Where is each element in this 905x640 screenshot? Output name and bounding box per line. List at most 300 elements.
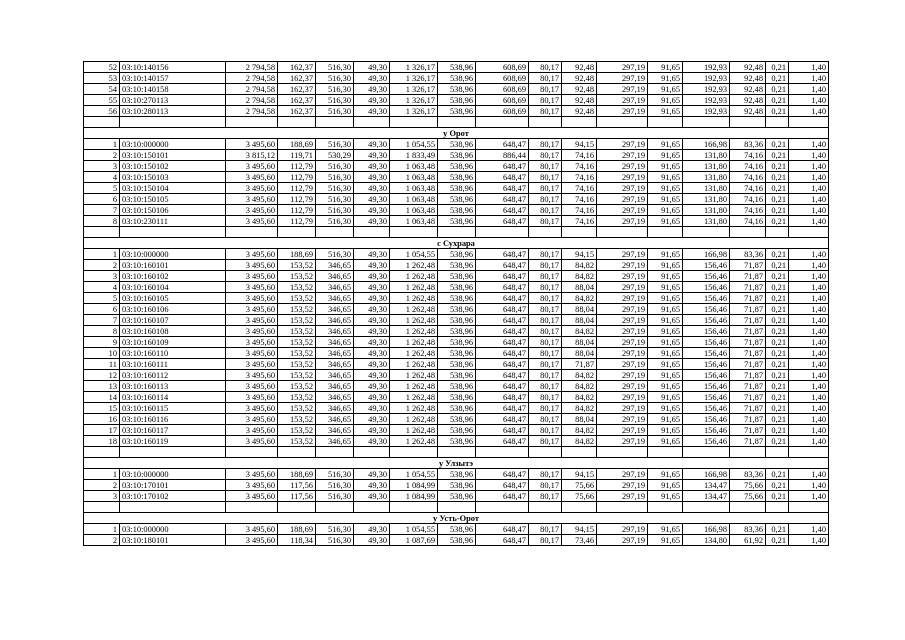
empty-cell: [648, 447, 683, 458]
value-cell: 49,30: [354, 249, 390, 260]
value-cell: 92,48: [730, 95, 766, 106]
table-row: [84, 480, 829, 491]
value-cell: 80,17: [529, 73, 562, 84]
empty-cell: [438, 502, 476, 513]
value-cell: 297,19: [597, 95, 648, 106]
empty-cell: [226, 227, 278, 238]
value-cell: 91,65: [648, 194, 683, 205]
value-cell: 74,16: [730, 205, 766, 216]
value-cell: 516,30: [316, 205, 354, 216]
value-cell: 346,65: [316, 337, 354, 348]
value-cell: 80,17: [529, 150, 562, 161]
value-cell: 1,40: [789, 271, 829, 282]
value-cell: 538,96: [438, 535, 476, 546]
section-header-row: [84, 128, 829, 139]
value-cell: 1 326,17: [390, 73, 438, 84]
value-cell: 0,21: [766, 95, 789, 106]
row-number-cell: 1: [84, 524, 120, 535]
value-cell: 3 495,60: [226, 293, 278, 304]
value-cell: 1,40: [789, 414, 829, 425]
value-cell: 75,66: [562, 480, 597, 491]
value-cell: 112,79: [278, 194, 316, 205]
value-cell: 112,79: [278, 183, 316, 194]
value-cell: 192,93: [683, 106, 730, 117]
value-cell: 91,65: [648, 95, 683, 106]
value-cell: 91,65: [648, 326, 683, 337]
value-cell: 80,17: [529, 392, 562, 403]
value-cell: 80,17: [529, 436, 562, 447]
table-row: [84, 172, 829, 183]
empty-cell: [390, 502, 438, 513]
value-cell: 1 084,99: [390, 491, 438, 502]
value-cell: 346,65: [316, 282, 354, 293]
value-cell: 74,16: [730, 150, 766, 161]
empty-cell: [316, 227, 354, 238]
value-cell: 156,46: [683, 381, 730, 392]
empty-cell: [730, 117, 766, 128]
value-cell: 648,47: [476, 161, 529, 172]
row-number-cell: 16: [84, 414, 120, 425]
value-cell: 91,65: [648, 84, 683, 95]
value-cell: 538,96: [438, 150, 476, 161]
value-cell: 80,17: [529, 271, 562, 282]
value-cell: 1 262,48: [390, 337, 438, 348]
value-cell: 538,96: [438, 194, 476, 205]
value-cell: 0,21: [766, 403, 789, 414]
value-cell: 192,93: [683, 84, 730, 95]
value-cell: 297,19: [597, 480, 648, 491]
empty-cell: [529, 227, 562, 238]
value-cell: 84,82: [562, 326, 597, 337]
value-cell: 297,19: [597, 524, 648, 535]
value-cell: 1 262,48: [390, 381, 438, 392]
table-row: [84, 139, 829, 150]
empty-cell: [562, 227, 597, 238]
value-cell: 0,21: [766, 304, 789, 315]
empty-cell: [354, 447, 390, 458]
cadastral-code-cell: 03:10:140156: [120, 62, 226, 73]
empty-cell: [766, 447, 789, 458]
value-cell: 112,79: [278, 216, 316, 227]
empty-cell: [438, 227, 476, 238]
row-number-cell: 11: [84, 359, 120, 370]
value-cell: 3 495,60: [226, 469, 278, 480]
value-cell: 297,19: [597, 150, 648, 161]
value-cell: 297,19: [597, 260, 648, 271]
value-cell: 2 794,58: [226, 73, 278, 84]
value-cell: 648,47: [476, 414, 529, 425]
cadastral-code-cell: 03:10:000000: [120, 249, 226, 260]
value-cell: 153,52: [278, 425, 316, 436]
value-cell: 91,65: [648, 62, 683, 73]
value-cell: 648,47: [476, 348, 529, 359]
value-cell: 3 495,60: [226, 425, 278, 436]
value-cell: 71,87: [730, 392, 766, 403]
value-cell: 153,52: [278, 414, 316, 425]
value-cell: 3 495,60: [226, 139, 278, 150]
table-row: [84, 304, 829, 315]
value-cell: 1 262,48: [390, 436, 438, 447]
value-cell: 91,65: [648, 73, 683, 84]
empty-cell: [390, 117, 438, 128]
value-cell: 1 262,48: [390, 414, 438, 425]
value-cell: 112,79: [278, 205, 316, 216]
value-cell: 74,16: [730, 183, 766, 194]
value-cell: 648,47: [476, 337, 529, 348]
value-cell: 49,30: [354, 414, 390, 425]
value-cell: 92,48: [730, 106, 766, 117]
value-cell: 538,96: [438, 469, 476, 480]
cadastral-code-cell: 03:10:000000: [120, 469, 226, 480]
empty-cell: [766, 117, 789, 128]
value-cell: 84,82: [562, 293, 597, 304]
section-title: с Сухрара: [84, 238, 829, 249]
value-cell: 538,96: [438, 315, 476, 326]
table-row: [84, 535, 829, 546]
value-cell: 648,47: [476, 436, 529, 447]
value-cell: 83,36: [730, 469, 766, 480]
value-cell: 3 495,60: [226, 337, 278, 348]
value-cell: 538,96: [438, 348, 476, 359]
document-page: [83, 61, 828, 546]
empty-cell: [278, 227, 316, 238]
value-cell: 1,40: [789, 216, 829, 227]
value-cell: 0,21: [766, 293, 789, 304]
value-cell: 84,82: [562, 271, 597, 282]
value-cell: 92,48: [730, 73, 766, 84]
value-cell: 1,40: [789, 293, 829, 304]
value-cell: 162,37: [278, 84, 316, 95]
value-cell: 153,52: [278, 282, 316, 293]
value-cell: 131,80: [683, 216, 730, 227]
value-cell: 80,17: [529, 161, 562, 172]
value-cell: 608,69: [476, 106, 529, 117]
value-cell: 297,19: [597, 304, 648, 315]
value-cell: 1,40: [789, 73, 829, 84]
value-cell: 49,30: [354, 95, 390, 106]
value-cell: 1,40: [789, 480, 829, 491]
value-cell: 80,17: [529, 205, 562, 216]
cadastral-code-cell: 03:10:160117: [120, 425, 226, 436]
value-cell: 1,40: [789, 161, 829, 172]
value-cell: 648,47: [476, 172, 529, 183]
empty-cell: [84, 447, 120, 458]
empty-cell: [648, 117, 683, 128]
table-row: [84, 249, 829, 260]
value-cell: 346,65: [316, 359, 354, 370]
value-cell: 0,21: [766, 183, 789, 194]
value-cell: 530,29: [316, 150, 354, 161]
value-cell: 516,30: [316, 172, 354, 183]
value-cell: 0,21: [766, 535, 789, 546]
value-cell: 516,30: [316, 469, 354, 480]
value-cell: 74,16: [730, 172, 766, 183]
empty-cell: [683, 117, 730, 128]
value-cell: 1,40: [789, 205, 829, 216]
value-cell: 91,65: [648, 436, 683, 447]
table-row: [84, 337, 829, 348]
cadastral-code-cell: 03:10:160109: [120, 337, 226, 348]
empty-cell: [120, 227, 226, 238]
value-cell: 1,40: [789, 392, 829, 403]
row-number-cell: 5: [84, 183, 120, 194]
value-cell: 3 495,60: [226, 172, 278, 183]
value-cell: 516,30: [316, 161, 354, 172]
value-cell: 297,19: [597, 348, 648, 359]
value-cell: 71,87: [730, 293, 766, 304]
table-row: [84, 392, 829, 403]
empty-cell: [562, 502, 597, 513]
value-cell: 84,82: [562, 425, 597, 436]
table-row: [84, 95, 829, 106]
value-cell: 297,19: [597, 315, 648, 326]
value-cell: 49,30: [354, 161, 390, 172]
value-cell: 0,21: [766, 282, 789, 293]
value-cell: 156,46: [683, 271, 730, 282]
value-cell: 608,69: [476, 73, 529, 84]
value-cell: 516,30: [316, 480, 354, 491]
value-cell: 648,47: [476, 260, 529, 271]
value-cell: 0,21: [766, 73, 789, 84]
cadastral-code-cell: 03:10:140157: [120, 73, 226, 84]
row-number-cell: 7: [84, 205, 120, 216]
cadastral-code-cell: 03:10:160119: [120, 436, 226, 447]
value-cell: 297,19: [597, 293, 648, 304]
value-cell: 80,17: [529, 139, 562, 150]
value-cell: 49,30: [354, 348, 390, 359]
value-cell: 49,30: [354, 194, 390, 205]
value-cell: 94,15: [562, 524, 597, 535]
empty-cell: [730, 447, 766, 458]
value-cell: 91,65: [648, 535, 683, 546]
section-header-row: [84, 238, 829, 249]
tariff-table: [83, 61, 829, 546]
value-cell: 0,21: [766, 150, 789, 161]
table-row: [84, 370, 829, 381]
value-cell: 297,19: [597, 73, 648, 84]
value-cell: 71,87: [730, 260, 766, 271]
row-number-cell: 56: [84, 106, 120, 117]
value-cell: 49,30: [354, 205, 390, 216]
section-title: у Усть-Орот: [84, 513, 829, 524]
value-cell: 538,96: [438, 249, 476, 260]
row-number-cell: 10: [84, 348, 120, 359]
empty-cell: [278, 502, 316, 513]
section-header-row: [84, 513, 829, 524]
value-cell: 346,65: [316, 425, 354, 436]
value-cell: 297,19: [597, 249, 648, 260]
value-cell: 1,40: [789, 403, 829, 414]
row-number-cell: 2: [84, 260, 120, 271]
value-cell: 71,87: [730, 348, 766, 359]
value-cell: 1,40: [789, 425, 829, 436]
value-cell: 516,30: [316, 84, 354, 95]
empty-cell: [766, 502, 789, 513]
value-cell: 1,40: [789, 469, 829, 480]
empty-cell: [789, 117, 829, 128]
value-cell: 0,21: [766, 62, 789, 73]
cadastral-code-cell: 03:10:170102: [120, 491, 226, 502]
value-cell: 49,30: [354, 436, 390, 447]
value-cell: 49,30: [354, 381, 390, 392]
value-cell: 516,30: [316, 183, 354, 194]
empty-cell: [597, 447, 648, 458]
value-cell: 1 262,48: [390, 359, 438, 370]
value-cell: 49,30: [354, 106, 390, 117]
value-cell: 153,52: [278, 293, 316, 304]
cadastral-code-cell: 03:10:160116: [120, 414, 226, 425]
value-cell: 156,46: [683, 392, 730, 403]
empty-cell: [438, 447, 476, 458]
value-cell: 71,87: [730, 337, 766, 348]
value-cell: 71,87: [730, 403, 766, 414]
value-cell: 49,30: [354, 150, 390, 161]
value-cell: 153,52: [278, 348, 316, 359]
value-cell: 3 495,60: [226, 381, 278, 392]
empty-cell: [597, 227, 648, 238]
row-number-cell: 8: [84, 216, 120, 227]
value-cell: 80,17: [529, 172, 562, 183]
value-cell: 1,40: [789, 249, 829, 260]
value-cell: 49,30: [354, 271, 390, 282]
value-cell: 71,87: [562, 359, 597, 370]
cadastral-code-cell: 03:10:160106: [120, 304, 226, 315]
value-cell: 1,40: [789, 95, 829, 106]
table-row: [84, 315, 829, 326]
value-cell: 1,40: [789, 370, 829, 381]
value-cell: 134,47: [683, 491, 730, 502]
value-cell: 346,65: [316, 403, 354, 414]
value-cell: 538,96: [438, 524, 476, 535]
value-cell: 49,30: [354, 359, 390, 370]
value-cell: 0,21: [766, 370, 789, 381]
empty-cell: [316, 117, 354, 128]
value-cell: 3 495,60: [226, 260, 278, 271]
value-cell: 1,40: [789, 304, 829, 315]
empty-cell: [529, 447, 562, 458]
value-cell: 49,30: [354, 491, 390, 502]
empty-cell: [562, 117, 597, 128]
value-cell: 1,40: [789, 139, 829, 150]
value-cell: 2 794,58: [226, 106, 278, 117]
value-cell: 1 262,48: [390, 370, 438, 381]
row-number-cell: 1: [84, 249, 120, 260]
value-cell: 1,40: [789, 260, 829, 271]
value-cell: 1 326,17: [390, 106, 438, 117]
value-cell: 1 262,48: [390, 315, 438, 326]
value-cell: 1,40: [789, 326, 829, 337]
value-cell: 117,56: [278, 480, 316, 491]
value-cell: 538,96: [438, 403, 476, 414]
value-cell: 538,96: [438, 84, 476, 95]
value-cell: 88,04: [562, 337, 597, 348]
value-cell: 1,40: [789, 491, 829, 502]
value-cell: 91,65: [648, 348, 683, 359]
cadastral-code-cell: 03:10:000000: [120, 139, 226, 150]
row-number-cell: 7: [84, 315, 120, 326]
value-cell: 84,82: [562, 260, 597, 271]
cadastral-code-cell: 03:10:150101: [120, 150, 226, 161]
value-cell: 91,65: [648, 381, 683, 392]
value-cell: 1,40: [789, 172, 829, 183]
empty-cell: [648, 502, 683, 513]
value-cell: 153,52: [278, 315, 316, 326]
empty-cell: [476, 227, 529, 238]
cadastral-code-cell: 03:10:140158: [120, 84, 226, 95]
value-cell: 156,46: [683, 304, 730, 315]
value-cell: 346,65: [316, 370, 354, 381]
value-cell: 1 063,48: [390, 183, 438, 194]
value-cell: 346,65: [316, 348, 354, 359]
empty-cell: [390, 447, 438, 458]
value-cell: 80,17: [529, 216, 562, 227]
value-cell: 648,47: [476, 425, 529, 436]
value-cell: 71,87: [730, 271, 766, 282]
value-cell: 1 326,17: [390, 95, 438, 106]
value-cell: 1 063,48: [390, 194, 438, 205]
value-cell: 92,48: [562, 62, 597, 73]
empty-cell: [562, 447, 597, 458]
cadastral-code-cell: 03:10:160114: [120, 392, 226, 403]
value-cell: 648,47: [476, 139, 529, 150]
value-cell: 112,79: [278, 172, 316, 183]
value-cell: 131,80: [683, 194, 730, 205]
empty-cell: [84, 227, 120, 238]
spacer-row: [84, 117, 829, 128]
value-cell: 92,48: [562, 73, 597, 84]
value-cell: 80,17: [529, 315, 562, 326]
value-cell: 162,37: [278, 95, 316, 106]
value-cell: 91,65: [648, 282, 683, 293]
value-cell: 0,21: [766, 469, 789, 480]
row-number-cell: 14: [84, 392, 120, 403]
value-cell: 3 495,60: [226, 194, 278, 205]
value-cell: 92,48: [562, 95, 597, 106]
value-cell: 1 262,48: [390, 392, 438, 403]
value-cell: 3 495,60: [226, 436, 278, 447]
table-row: [84, 359, 829, 370]
value-cell: 1 054,55: [390, 249, 438, 260]
value-cell: 119,71: [278, 150, 316, 161]
cadastral-code-cell: 03:10:150105: [120, 194, 226, 205]
empty-cell: [120, 502, 226, 513]
value-cell: 131,80: [683, 183, 730, 194]
value-cell: 156,46: [683, 370, 730, 381]
cadastral-code-cell: 03:10:230111: [120, 216, 226, 227]
value-cell: 538,96: [438, 271, 476, 282]
value-cell: 516,30: [316, 524, 354, 535]
value-cell: 3 495,60: [226, 359, 278, 370]
value-cell: 80,17: [529, 370, 562, 381]
table-row: [84, 183, 829, 194]
value-cell: 88,04: [562, 282, 597, 293]
row-number-cell: 4: [84, 172, 120, 183]
value-cell: 1,40: [789, 535, 829, 546]
value-cell: 648,47: [476, 271, 529, 282]
value-cell: 91,65: [648, 161, 683, 172]
value-cell: 49,30: [354, 535, 390, 546]
cadastral-code-cell: 03:10:160112: [120, 370, 226, 381]
empty-cell: [789, 227, 829, 238]
table-row: [84, 282, 829, 293]
value-cell: 516,30: [316, 194, 354, 205]
value-cell: 538,96: [438, 414, 476, 425]
row-number-cell: 6: [84, 194, 120, 205]
value-cell: 3 495,60: [226, 491, 278, 502]
row-number-cell: 6: [84, 304, 120, 315]
empty-cell: [390, 227, 438, 238]
value-cell: 1,40: [789, 194, 829, 205]
